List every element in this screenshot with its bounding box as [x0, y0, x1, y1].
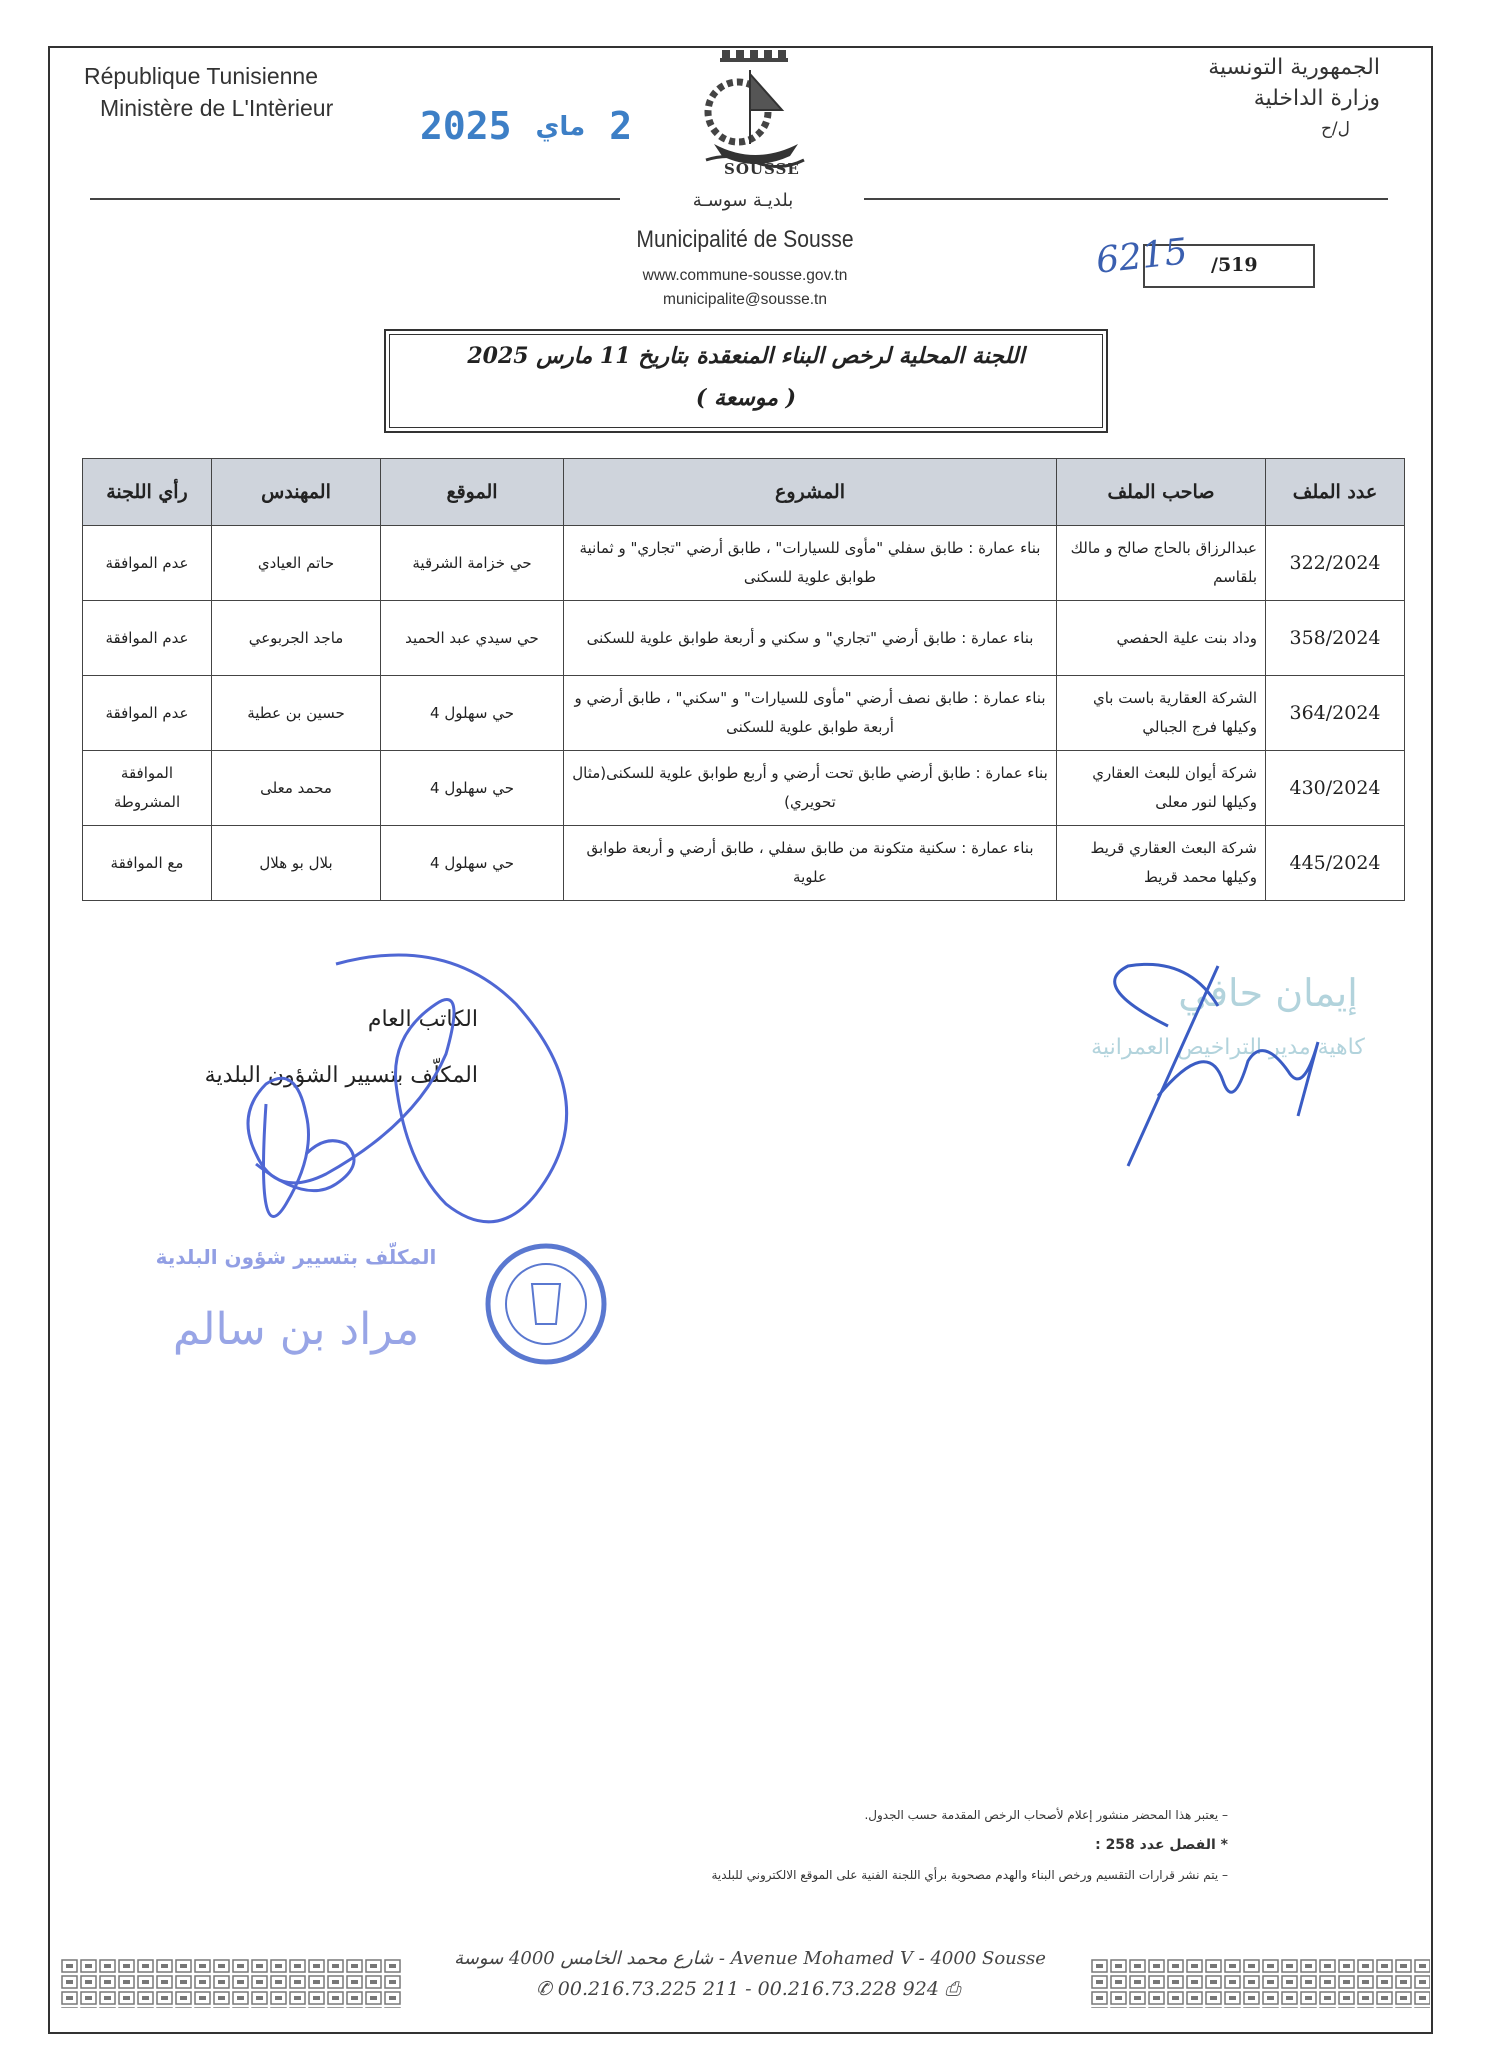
phone-icon: ✆	[535, 1978, 558, 2000]
title-line1: اللجنة المحلية لرخص البناء المنعقدة بتاريخ 11 مارس 2025	[467, 343, 1025, 369]
table-row	[83, 676, 1405, 751]
col-owner: صاحب الملف	[1057, 459, 1266, 526]
reference-handwritten: 6215	[1094, 231, 1190, 282]
director-stamp-signature	[1048, 946, 1368, 1166]
col-opinion: رأي اللجنة	[83, 459, 212, 526]
project-desc: بناء عمارة : طابق أرضي "تجاري" و سكني و أربعة طوابق علوية للسكنى	[564, 601, 1057, 676]
committee-opinion: عدم الموافقة	[83, 676, 212, 751]
file-owner: شركة أيوان للبعث العقاري وكيلها لنور معلى	[1057, 751, 1266, 826]
ministry-fr: Ministère de L'Intèrieur	[100, 95, 334, 121]
committee-opinion: عدم الموافقة	[83, 526, 212, 601]
signatory-title: الكاتب العام	[367, 1007, 478, 1032]
ministry-ar: وزارة الداخلية	[1253, 86, 1380, 111]
stamp-left-text: المكلّف بتسيير شؤون البلدية	[155, 1245, 437, 1269]
permits-table	[82, 458, 1405, 901]
divider-right	[864, 198, 1388, 200]
table-header-row	[83, 459, 1405, 526]
location: حي خزامة الشرقية	[381, 526, 564, 601]
engineer: حاتم العيادي	[212, 526, 381, 601]
table-row	[83, 826, 1405, 901]
notes	[712, 1800, 1229, 1890]
logo-text: SOUSSE	[724, 160, 800, 178]
file-owner: شركة البعث العقاري قريط وكيلها محمد قريط	[1057, 826, 1266, 901]
engineer: ماجد الجربوعي	[212, 601, 381, 676]
location: حي سهلول 4	[381, 751, 564, 826]
table-row	[83, 751, 1405, 826]
file-owner: وداد بنت علية الحفصي	[1057, 601, 1266, 676]
ref-initials: ل/ح	[1320, 119, 1350, 139]
location: حي سهلول 4	[381, 826, 564, 901]
note-1: – يعتبر هذا المحضر منشور إعلام لأصحاب الرخص المقدمة حسب الجدول.	[864, 1808, 1228, 1822]
table-row	[83, 526, 1405, 601]
engineer: بلال بو هلال	[212, 826, 381, 901]
signatory-role: المكلّف بتسيير الشؤون البلدية	[204, 1063, 478, 1088]
header-fr	[84, 60, 333, 124]
project-desc: بناء عمارة : طابق سفلي "مأوى للسيارات" ، طابق أرضي "تجاري" و ثمانية طوابق علوية للسكنى	[564, 526, 1057, 601]
file-number: 364/2024	[1266, 676, 1405, 751]
footer-phones	[478, 1978, 1018, 2000]
header-ar	[1208, 52, 1380, 145]
country-fr: République Tunisienne	[84, 63, 319, 89]
col-file-no: عدد الملف	[1266, 459, 1405, 526]
decorative-pattern-right	[1090, 1958, 1430, 2008]
committee-opinion: عدم الموافقة	[83, 601, 212, 676]
file-number: 445/2024	[1266, 826, 1405, 901]
title-inner	[389, 334, 1103, 428]
col-location: الموقع	[381, 459, 564, 526]
committee-opinion: مع الموافقة	[83, 826, 212, 901]
date-day: 2	[609, 104, 633, 148]
date-stamp	[420, 104, 656, 148]
engineer: حسين بن عطية	[212, 676, 381, 751]
date-year: 2025	[420, 104, 512, 148]
file-number: 430/2024	[1266, 751, 1405, 826]
email: municipalite@sousse.tn	[663, 291, 827, 308]
file-owner: الشركة العقارية باست باي وكيلها فرج الجبالي	[1057, 676, 1266, 751]
project-desc: بناء عمارة : طابق أرضي طابق تحت أرضي و أربع طوابق علوية للسكنى(مثال تحويري)	[564, 751, 1057, 826]
project-desc: بناء عمارة : طابق نصف أرضي "مأوى للسيارات" و "سكني" ، طابق أرضي و أربعة طوابق علوية للسكنى	[564, 676, 1057, 751]
municipality-fr: Municipalité de Sousse	[636, 226, 854, 253]
stamp-left-name: مراد بن سالم	[172, 1304, 420, 1355]
location: حي سهلول 4	[381, 676, 564, 751]
engineer: محمد معلى	[212, 751, 381, 826]
decorative-pattern-left	[60, 1958, 402, 2008]
divider-left	[90, 198, 620, 200]
project-desc: بناء عمارة : سكنية متكونة من طابق سفلي ، طابق أرضي و أربعة طوابق علوية	[564, 826, 1057, 901]
title-line2: ( موسعة )	[695, 385, 797, 411]
phone-numbers: 00.216.73.225 211 - 00.216.73.228 924	[557, 1978, 939, 2000]
title-box	[384, 329, 1108, 433]
date-month: ماي	[535, 112, 586, 142]
note-3: – يتم نشر قرارات التقسيم ورخص البناء والهدم مصحوبة برأي اللجنة الفنية على الموقع الالكتروني للبلدية	[711, 1868, 1228, 1882]
footer-address: Avenue Mohamed V - 4000 Sousse - شارع محمد الخامس 4000 سوسة	[454, 1948, 1046, 1969]
table-row	[83, 601, 1405, 676]
file-number: 358/2024	[1266, 601, 1405, 676]
file-owner: عبدالرزاق بالحاج صالح و مالك بلقاسم	[1057, 526, 1266, 601]
note-2: * الفصل عدد 258 :	[1095, 1837, 1228, 1853]
contact-web	[600, 264, 890, 312]
file-number: 322/2024	[1266, 526, 1405, 601]
stamp-right-name: إيمان حافي	[1178, 971, 1358, 1015]
stamp-right-text: كاهية مدير التراخيص العمرانية	[1091, 1035, 1365, 1060]
location: حي سيدي عبد الحميد	[381, 601, 564, 676]
website: www.commune-sousse.gov.tn	[642, 267, 848, 284]
col-engineer: المهندس	[212, 459, 381, 526]
country-ar: الجمهورية التونسية	[1208, 55, 1380, 80]
fax-icon: ⎙	[938, 1978, 961, 2000]
committee-opinion: الموافقة المشروطة	[83, 751, 212, 826]
col-project: المشروع	[564, 459, 1057, 526]
municipality-ar: بلديـة سوسـة	[692, 190, 794, 211]
secretary-stamp-signature	[155, 944, 646, 1364]
reference-number: /519	[1211, 254, 1258, 276]
